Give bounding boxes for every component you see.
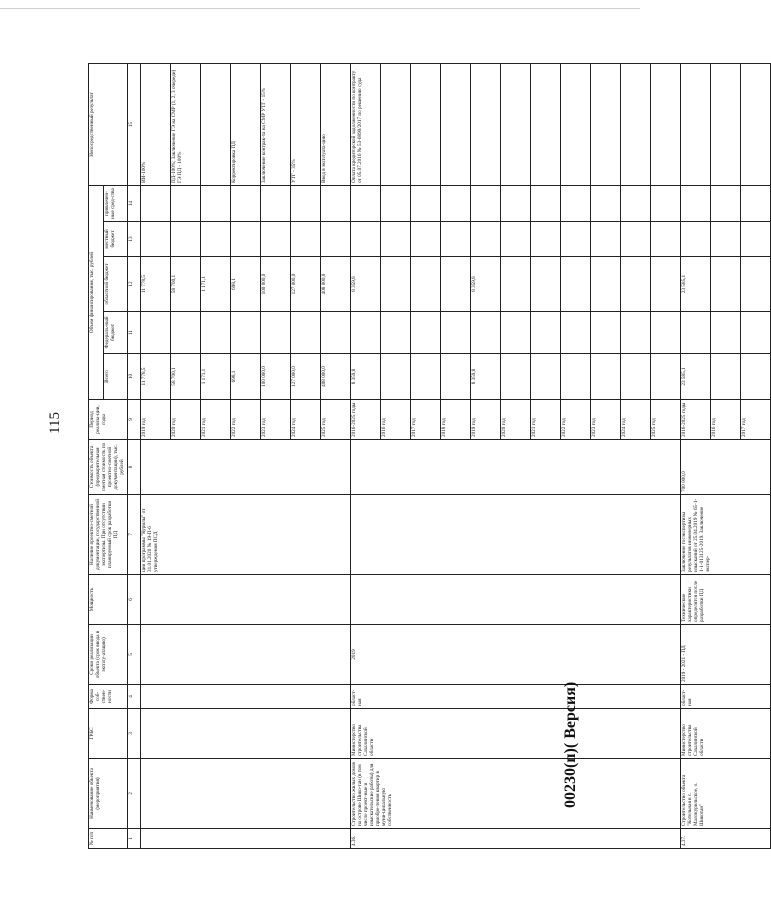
empty-cell <box>140 709 350 759</box>
private-value-cell <box>530 186 560 222</box>
local-value-cell <box>230 222 260 257</box>
period-year-cell: 2016-2025 годы <box>350 400 380 440</box>
local-value-cell <box>350 222 380 257</box>
private-value-cell <box>590 186 620 222</box>
table-row <box>350 64 380 849</box>
result-cell <box>380 64 410 186</box>
period-year-cell: 2020 год <box>170 400 200 440</box>
object-name-cell: Строительство объекта "Котельная в с. Малокурильское, о. Шикотан" <box>680 759 770 829</box>
ownership-form-cell: област-ная <box>350 685 680 709</box>
federal-value-cell <box>410 312 440 354</box>
local-value-cell <box>740 222 770 257</box>
docs-cell <box>350 495 680 575</box>
local-value-cell <box>620 222 650 257</box>
total-value-cell <box>530 354 560 400</box>
federal-value-cell <box>200 312 230 354</box>
private-value-cell <box>710 186 740 222</box>
col-number: 12 <box>127 257 140 312</box>
col-number: 13 <box>127 222 140 257</box>
federal-value-cell <box>590 312 620 354</box>
private-value-cell <box>410 186 440 222</box>
result-cell <box>470 64 500 186</box>
period-year-cell: 2016 год <box>710 400 740 440</box>
page-number: 115 <box>47 412 63 434</box>
regional-value-cell <box>440 257 470 312</box>
total-value-cell <box>440 354 470 400</box>
empty-cell <box>140 625 350 685</box>
total-value-cell: 8 359,8 <box>470 354 500 400</box>
local-value-cell <box>290 222 320 257</box>
result-cell: ПД-100%; Заключение ГЭ на СМР (1, 2, 3 очереди) ГЭ ПД - 100% <box>170 64 200 186</box>
private-value-cell <box>560 186 590 222</box>
empty-cell <box>140 829 350 849</box>
local-value-cell <box>500 222 530 257</box>
col-number: 6 <box>127 575 140 625</box>
period-year-cell: 2018 год <box>440 400 470 440</box>
regional-value-cell <box>410 257 440 312</box>
object-name-cell: Строительство жилых домов на острове Шико-тан (в том числе проект-ные и изыскательские работы) для приобре-тения квартир в муни-ципальную собственность <box>350 759 680 829</box>
total-value-cell: 1 171,1 <box>200 354 230 400</box>
regional-value-cell: 8 359,8 <box>470 257 500 312</box>
row-number-cell: 4.37. <box>680 829 770 849</box>
header-capacity: Мощность <box>89 575 128 625</box>
result-cell <box>710 64 740 186</box>
local-value-cell <box>260 222 290 257</box>
cost-cell <box>140 440 350 495</box>
regional-value-cell <box>500 257 530 312</box>
table-row <box>140 64 170 849</box>
total-value-cell: 23 585,1 <box>680 354 710 400</box>
regional-value-cell <box>710 257 740 312</box>
cost-cell <box>350 440 680 495</box>
header-period: Период реализа-ции, годы <box>89 400 128 440</box>
federal-value-cell <box>470 312 500 354</box>
private-value-cell <box>260 186 290 222</box>
local-value-cell <box>140 222 170 257</box>
period-year-cell: 2023 год <box>260 400 290 440</box>
col-number: 8 <box>127 440 140 495</box>
period-year-cell: 2022 год <box>230 400 260 440</box>
local-value-cell <box>680 222 710 257</box>
header-name: Наименование объекта (мероприятия) <box>89 759 128 829</box>
period-year-cell: 2019 год <box>140 400 170 440</box>
total-value-cell <box>560 354 590 400</box>
private-value-cell <box>500 186 530 222</box>
period-year-cell: 2025 год <box>320 400 350 440</box>
regional-value-cell: 8 359,8 <box>350 257 380 312</box>
local-value-cell <box>200 222 230 257</box>
local-value-cell <box>560 222 590 257</box>
regional-value-cell: 58 700,1 <box>170 257 200 312</box>
private-value-cell <box>200 186 230 222</box>
result-cell <box>560 64 590 186</box>
federal-value-cell <box>650 312 680 354</box>
result-cell: Заключение контрак-та на СМР УТГ - 15% <box>260 64 290 186</box>
federal-value-cell <box>350 312 380 354</box>
period-year-cell: 2021 год <box>200 400 230 440</box>
col-number: 10 <box>127 354 140 400</box>
header-terms: Сроки реализации объекта (срок ввода в эксплу-атацию) <box>89 625 128 685</box>
private-value-cell <box>740 186 770 222</box>
private-value-cell <box>680 186 710 222</box>
col-number: 15 <box>127 64 140 186</box>
result-cell <box>500 64 530 186</box>
table-row <box>680 64 710 849</box>
period-year-cell: 2020 год <box>500 400 530 440</box>
total-value-cell: 11 778,5 <box>140 354 170 400</box>
period-year-cell: 2019 год <box>470 400 500 440</box>
col-number: 5 <box>127 625 140 685</box>
grbs-cell: Министерство строительства Сахалинской области <box>680 709 770 759</box>
private-value-cell <box>320 186 350 222</box>
regional-value-cell <box>380 257 410 312</box>
local-value-cell <box>320 222 350 257</box>
total-value-cell: 8 359,8 <box>350 354 380 400</box>
local-value-cell <box>440 222 470 257</box>
result-cell <box>680 64 710 186</box>
total-value-cell <box>380 354 410 400</box>
federal-value-cell <box>320 312 350 354</box>
column-numbers-row <box>127 64 140 849</box>
private-value-cell <box>140 186 170 222</box>
financing-table <box>88 63 771 849</box>
col-number: 2 <box>127 759 140 829</box>
federal-value-cell <box>680 312 710 354</box>
result-cell: Ввод в эксплуата-цию <box>320 64 350 186</box>
empty-cell <box>140 575 350 625</box>
period-year-cell: 2017 год <box>410 400 440 440</box>
period-year-cell: 2025 год <box>650 400 680 440</box>
total-value-cell <box>500 354 530 400</box>
total-value-cell: 408 000,0 <box>320 354 350 400</box>
period-year-cell: 2024 год <box>620 400 650 440</box>
col-number: 11 <box>127 312 140 354</box>
col-number: 1 <box>127 829 140 849</box>
terms-cell: 2019 - 2021 - ПД <box>680 625 770 685</box>
col-number: 4 <box>127 685 140 709</box>
total-value-cell <box>710 354 740 400</box>
total-value-cell: 698,1 <box>230 354 260 400</box>
header-docs: Наличие проектно-сметной документации, государственной экспертизы. При отсутствии планируемый срок разработки ПД <box>89 495 128 575</box>
result-cell: Оплата кредиторской задолженности по контракту от 05.07.2016 № 53-6890/2017 по решению суда <box>350 64 380 186</box>
regional-value-cell: 11 778,5 <box>140 257 170 312</box>
header-private: привлечен-ные сред-ства <box>103 186 127 222</box>
regional-value-cell <box>530 257 560 312</box>
regional-value-cell: 127 000,0 <box>290 257 320 312</box>
period-year-cell: 2022 год <box>560 400 590 440</box>
regional-value-cell <box>560 257 590 312</box>
private-value-cell <box>350 186 380 222</box>
period-year-cell: 2016-2025 годы <box>680 400 710 440</box>
result-cell: Корректировка ПД <box>230 64 260 186</box>
federal-value-cell <box>380 312 410 354</box>
federal-value-cell <box>290 312 320 354</box>
regional-value-cell: 408 000,0 <box>320 257 350 312</box>
private-value-cell <box>470 186 500 222</box>
private-value-cell <box>380 186 410 222</box>
object-4-36-section <box>350 64 680 849</box>
federal-value-cell <box>230 312 260 354</box>
document-version-stamp: 00230(п)( Версия) <box>562 681 579 808</box>
result-cell <box>620 64 650 186</box>
result-cell: УТГ - 35% <box>290 64 320 186</box>
total-value-cell <box>620 354 650 400</box>
result-cell <box>740 64 770 186</box>
local-value-cell <box>380 222 410 257</box>
total-value-cell <box>740 354 770 400</box>
regional-value-cell <box>620 257 650 312</box>
regional-value-cell: 1 171,1 <box>200 257 230 312</box>
header-funding: Объем финансирования, тыс. рублей <box>89 186 104 400</box>
private-value-cell <box>290 186 320 222</box>
result-cell <box>200 64 230 186</box>
result-cell <box>650 64 680 186</box>
header-federal: Федераль-ный бюджет <box>103 312 127 354</box>
federal-value-cell <box>560 312 590 354</box>
total-value-cell: 100 000,0 <box>260 354 290 400</box>
federal-value-cell <box>260 312 290 354</box>
period-year-cell: 2017 год <box>740 400 770 440</box>
private-value-cell <box>170 186 200 222</box>
cost-cell: 700 000,0 <box>680 440 770 495</box>
private-value-cell <box>440 186 470 222</box>
header-local: местный бюджет <box>103 222 127 257</box>
private-value-cell <box>620 186 650 222</box>
docs-cell: Заключение госэкспертизы результатов инженерных изысканий от 25.04.2019 № 65-1-1-1-013125-2019. Заключение экспер- <box>680 495 770 575</box>
ownership-form-cell: област-ная <box>680 685 770 709</box>
col-number: 7 <box>127 495 140 575</box>
regional-value-cell <box>590 257 620 312</box>
carry-over-section <box>140 64 350 849</box>
header-regional: областной бюджет <box>103 257 127 312</box>
grbs-cell: Министерство строительства Сахалинской области <box>350 709 680 759</box>
total-value-cell <box>410 354 440 400</box>
local-value-cell <box>170 222 200 257</box>
local-value-cell <box>650 222 680 257</box>
private-value-cell <box>650 186 680 222</box>
federal-value-cell <box>740 312 770 354</box>
result-cell <box>590 64 620 186</box>
col-number: 3 <box>127 709 140 759</box>
regional-value-cell: 23 585,1 <box>680 257 710 312</box>
result-cell: ИИ-100% <box>140 64 170 186</box>
terms-cell: 2019 <box>350 625 680 685</box>
federal-value-cell <box>170 312 200 354</box>
capacity-cell: Технические характеристики определятся после разработки ПД <box>680 575 770 625</box>
empty-cell <box>140 685 350 709</box>
federal-value-cell <box>140 312 170 354</box>
regional-value-cell <box>650 257 680 312</box>
federal-value-cell <box>620 312 650 354</box>
scan-edge-top <box>0 8 640 9</box>
header-result: Непосредственный результат <box>89 64 128 186</box>
result-cell <box>530 64 560 186</box>
total-value-cell <box>650 354 680 400</box>
result-cell <box>440 64 470 186</box>
total-value-cell: 58 700,1 <box>170 354 200 400</box>
local-value-cell <box>470 222 500 257</box>
federal-value-cell <box>500 312 530 354</box>
header-form: Форма соб-ствен-ности <box>89 685 128 709</box>
docs-cell: ции программы "Курилы" от 31.01.2020 № 19-П-6 утверждения ПСД <box>140 495 350 575</box>
header-cost: Стоимость объекта (предварительная сметная стоимость по проектно-сметной документации), тыс. рублей <box>89 440 128 495</box>
period-year-cell: 2021 год <box>530 400 560 440</box>
total-value-cell <box>590 354 620 400</box>
object-4-37-section <box>680 64 770 849</box>
federal-value-cell <box>530 312 560 354</box>
col-number: 9 <box>127 400 140 440</box>
result-cell <box>410 64 440 186</box>
local-value-cell <box>530 222 560 257</box>
col-number: 14 <box>127 186 140 222</box>
local-value-cell <box>410 222 440 257</box>
federal-value-cell <box>710 312 740 354</box>
header-num: № п/п <box>89 829 128 849</box>
period-year-cell: 2024 год <box>290 400 320 440</box>
regional-value-cell <box>740 257 770 312</box>
header-grbs: ГРБС <box>89 709 128 759</box>
header-total: Всего <box>103 354 127 400</box>
federal-value-cell <box>440 312 470 354</box>
period-year-cell: 2023 год <box>590 400 620 440</box>
total-value-cell: 127 000,0 <box>290 354 320 400</box>
regional-value-cell: 100 000,0 <box>260 257 290 312</box>
private-value-cell <box>230 186 260 222</box>
empty-cell <box>140 759 350 829</box>
local-value-cell <box>590 222 620 257</box>
local-value-cell <box>710 222 740 257</box>
period-year-cell: 2016 год <box>380 400 410 440</box>
regional-value-cell: 698,1 <box>230 257 260 312</box>
capacity-cell <box>350 575 680 625</box>
row-number-cell: 4.36. <box>350 829 680 849</box>
